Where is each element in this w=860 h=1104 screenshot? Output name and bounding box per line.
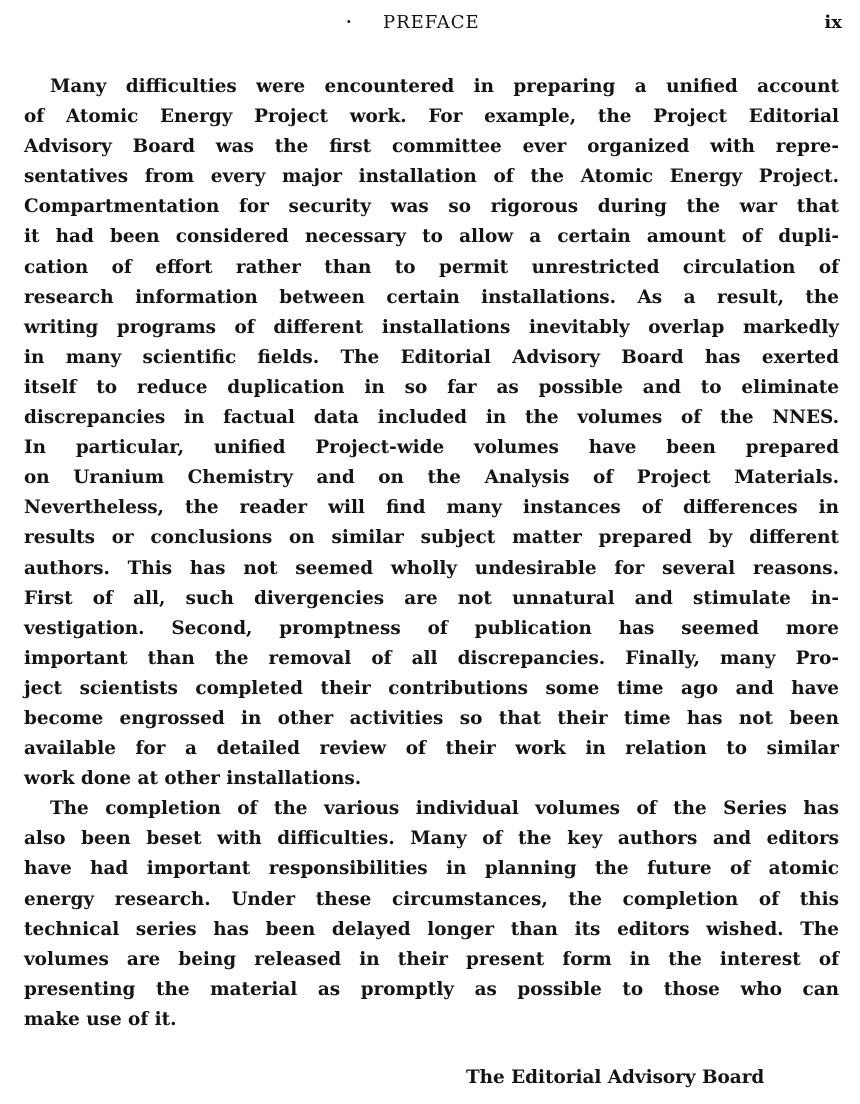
text-line: Nevertheless, the reader will find many instances of differences in	[24, 497, 839, 519]
text-line: cation of effort rather than to permit unrestricted circulation of	[24, 256, 839, 278]
body-text	[24, 72, 839, 1035]
text-line: results or conclusions on similar subject matter prepared by different	[24, 527, 839, 549]
paragraph	[24, 794, 839, 1035]
text-line: make use of it.	[24, 1008, 177, 1030]
running-header	[0, 10, 860, 34]
text-line: in many scientific fields. The Editorial Advisory Board has exerted	[24, 346, 839, 368]
page-number: ix	[824, 12, 842, 33]
text-line: itself to reduce duplication in so far as possible and to eliminate	[24, 376, 839, 398]
text-line: writing programs of different installations inevitably overlap markedly	[24, 316, 839, 338]
text-line: The completion of the various individual volumes of the Series has	[50, 798, 839, 820]
text-line: important than the removal of all discrepancies. Finally, many Pro-	[24, 647, 839, 669]
text-line: Advisory Board was the first committee ever organized with repre-	[24, 136, 839, 158]
text-line: In particular, unified Project-wide volumes have been prepared	[24, 437, 839, 459]
text-line: First of all, such divergencies are not unnatural and stimulate in-	[24, 587, 839, 609]
text-line: of Atomic Energy Project work. For example, the Project Editorial	[24, 106, 839, 128]
text-line: work done at other installations.	[24, 768, 362, 790]
text-line: Many difficulties were encountered in preparing a unified account	[50, 76, 839, 97]
text-line: discrepancies in factual data included in the volumes of the NNES.	[24, 407, 839, 429]
paragraph	[24, 72, 839, 794]
text-line: energy research. Under these circumstances, the completion of this	[24, 888, 839, 910]
text-line: vestigation. Second, promptness of publication has seemed more	[24, 617, 839, 639]
text-line: it had been considered necessary to allow a certain amount of dupli-	[24, 226, 839, 248]
header-mark: ·	[346, 12, 352, 31]
signature: The Editorial Advisory Board	[466, 1067, 765, 1088]
text-line: also been beset with difficulties. Many of the key authors and editors	[24, 828, 839, 850]
text-line: have had important responsibilities in planning the future of atomic	[24, 858, 839, 880]
text-line: authors. This has not seemed wholly undesirable for several reasons.	[24, 557, 839, 579]
text-line: technical series has been delayed longer than its editors wished. The	[24, 918, 839, 940]
text-line: Compartmentation for security was so rigorous during the war that	[24, 196, 839, 218]
text-line: research information between certain installations. As a result, the	[24, 286, 839, 308]
text-line: ject scientists completed their contributions some time ago and have	[24, 677, 839, 699]
text-line: volumes are being released in their present form in the interest of	[24, 948, 839, 970]
header-title: PREFACE	[383, 12, 480, 33]
text-line: sentatives from every major installation of the Atomic Energy Project.	[24, 166, 839, 188]
text-line: available for a detailed review of their work in relation to similar	[24, 738, 839, 760]
text-line: presenting the material as promptly as possible to those who can	[24, 978, 839, 1000]
text-line: on Uranium Chemistry and on the Analysis of Project Materials.	[24, 467, 839, 489]
text-line: become engrossed in other activities so that their time has not been	[24, 707, 839, 729]
